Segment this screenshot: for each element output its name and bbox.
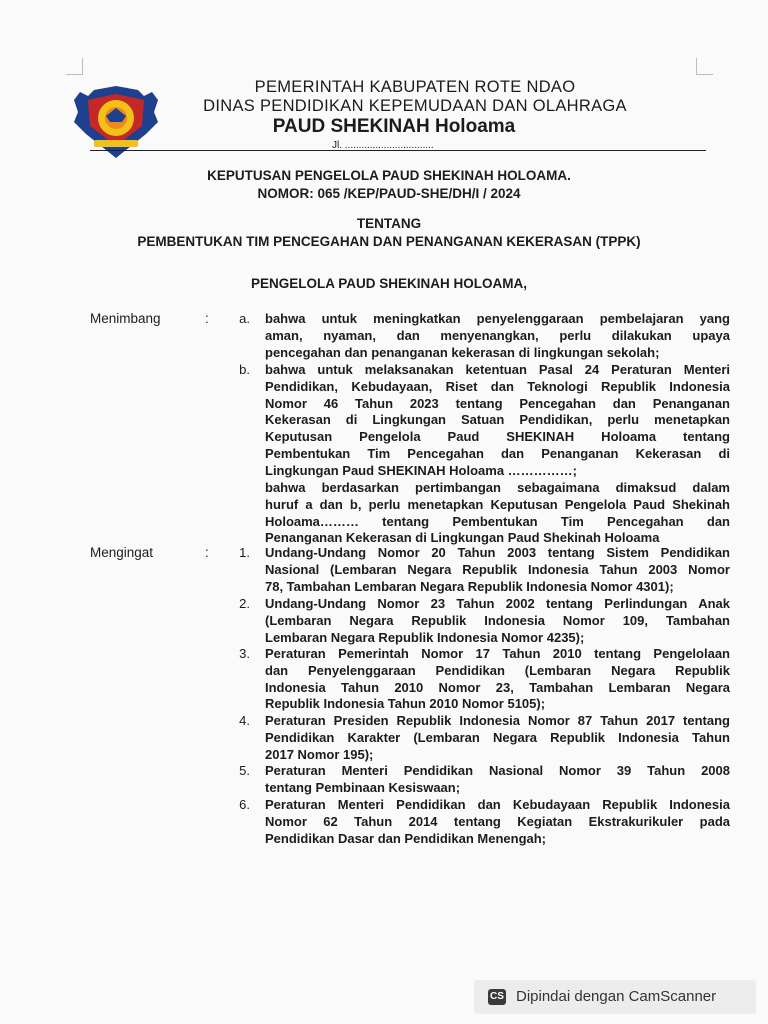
clause-line: 78, Tambahan Lembaran Negara Republik Indonesia Nomor 4301); [265, 578, 674, 594]
clause-line: bahwa untuk melaksanakan ketentuan Pasal 24 Peraturan Menteri [265, 362, 730, 377]
menimbang-clause [232, 311, 730, 361]
clause-text [265, 713, 730, 763]
clause-line: dan Penyelenggaraan Pendidikan (Lembaran Negara Republik [265, 662, 730, 678]
clause-marker: 1. [239, 545, 250, 560]
clause-marker: 4. [239, 713, 250, 728]
crop-mark-top-right [696, 58, 713, 75]
clause-line: Pendidikan, Kebudayaan, Riset dan Teknologi Republik Indonesia [265, 378, 730, 394]
clause-line: bahwa untuk meningkatkan penyelenggaraan pembelajaran yang [265, 311, 730, 326]
mengingat-label: Mengingat [90, 545, 154, 560]
clause-text [265, 362, 730, 480]
clause-line: Lingkungan Paud SHEKINAH Holoama ……………; [265, 462, 578, 478]
clause-line: Keputusan Pengelola Paud SHEKINAH Holoama tentang [265, 429, 730, 445]
clause-line: Lembaran Negara Republik Indonesia Nomor 4235); [265, 629, 585, 645]
clause-text [265, 311, 730, 361]
menimbang-label: Menimbang [90, 311, 161, 326]
mengingat-clause [232, 797, 730, 847]
clause-line: Indonesia Tahun 2010 Nomor 23, Tambahan Lembaran Negara [265, 679, 730, 695]
clause-line: Pendidikan Dasar dan Pendidikan Menengah; [265, 830, 547, 846]
menimbang-clause [232, 480, 730, 547]
clause-line: 2017 Nomor 195); [265, 746, 374, 762]
letterhead-school: PAUD SHEKINAH Holoama [272, 116, 516, 137]
clause-line: Peraturan Presiden Republik Indonesia Nomor 87 Tahun 2017 tentang [265, 713, 730, 728]
mengingat-clause [232, 545, 730, 595]
clause-line: (Lembaran Negara Republik Indonesia Nomor 109, Tambahan [265, 612, 730, 628]
clause-line: aman, nyaman, dan menyenangkan, perlu dilakukan upaya [265, 327, 730, 343]
clause-line: Nasional (Lembaran Negara Republik Indonesia Tahun 2003 Nomor [265, 561, 730, 577]
clause-line: Nomor 62 Tahun 2014 tentang Kegiatan Ekstrakurikuler pada [265, 813, 730, 829]
clause-line: pencegahan dan penanganan kekerasan di lingkungan sekolah; [265, 344, 660, 360]
clause-line: Peraturan Menteri Pendidikan dan Kebudayaan Republik Indonesia [265, 797, 730, 812]
clause-marker: 5. [239, 763, 250, 778]
clause-text [265, 480, 730, 547]
tentang-heading: TENTANG [356, 216, 422, 231]
clause-text [265, 646, 730, 713]
clause-text [265, 545, 730, 595]
clause-line: tentang Pembinaan Kesiswaan; [265, 779, 461, 795]
clause-line: huruf a dan b, perlu menetapkan Keputusan Pengelola Paud Shekinah [265, 496, 730, 512]
camscanner-icon: CS [488, 989, 506, 1005]
clause-line: Undang-Undang Nomor 20 Tahun 2003 tentang Sistem Pendidikan [265, 545, 730, 560]
mengingat-colon: : [205, 545, 209, 560]
mengingat-clause [232, 596, 730, 646]
clause-marker: a. [239, 311, 250, 326]
crop-mark-top-left [66, 58, 83, 75]
letterhead-rule [90, 150, 706, 151]
clause-line: Penanganan Kekerasan di Lingkungan Paud Shekinah Holoama [265, 530, 660, 546]
clause-line: Peraturan Menteri Pendidikan Nasional Nomor 39 Tahun 2008 [265, 763, 730, 778]
clause-line: Kekerasan di Lingkungan Satuan Pendidikan, perlu menetapkan [265, 412, 730, 428]
clause-marker: 2. [239, 596, 250, 611]
camscanner-text: Dipindai dengan CamScanner [516, 988, 717, 1005]
clause-line: Peraturan Pemerintah Nomor 17 Tahun 2010 tentang Pengelolaan [265, 646, 730, 661]
clause-text [265, 763, 730, 797]
decree-subject: PEMBENTUKAN TIM PENCEGAHAN DAN PENANGANAN KEKERASAN (TPPK) [137, 234, 641, 249]
clause-line: Pendidikan Karakter (Lembaran Negara Republik Indonesia Tahun [265, 729, 730, 745]
clause-line: Undang-Undang Nomor 23 Tahun 2002 tentang Perlindungan Anak [265, 596, 730, 611]
menimbang-colon: : [205, 311, 209, 326]
mengingat-clause [232, 646, 730, 713]
letterhead-government: PEMERINTAH KABUPATEN ROTE NDAO [254, 78, 576, 96]
clause-line: Nomor 46 Tahun 2023 tentang Pencegahan dan Penanganan [265, 395, 730, 411]
decree-issuer: PENGELOLA PAUD SHEKINAH HOLOAMA, [250, 276, 527, 291]
clause-text [265, 596, 730, 646]
clause-marker: 6. [239, 797, 250, 812]
clause-line: Holoama……… tentang Pembentukan Tim Pencegahan dan [265, 513, 730, 529]
mengingat-clause [232, 763, 730, 797]
clause-line: Pembentukan Tim Pencegahan dan Penanganan Kekerasan di [265, 445, 730, 461]
decree-title: KEPUTUSAN PENGELOLA PAUD SHEKINAH HOLOAMA. [207, 168, 571, 183]
clause-marker: b. [239, 362, 250, 377]
decree-number: NOMOR: 065 /KEP/PAUD-SHE/DH/I / 2024 [257, 186, 521, 201]
menimbang-clause [232, 362, 730, 480]
clause-marker: 3. [239, 646, 250, 661]
clause-text [265, 797, 730, 847]
mengingat-clause [232, 713, 730, 763]
clause-line: Republik Indonesia Tahun 2010 Nomor 5105); [265, 696, 546, 712]
letterhead-department: DINAS PENDIDIKAN KEPEMUDAAN DAN OLAHRAGA [203, 97, 627, 115]
clause-line: bahwa berdasarkan pertimbangan sebagaimana dimaksud dalam [265, 480, 730, 495]
camscanner-badge [474, 980, 756, 1014]
letterhead-address: Jl. ................................ [332, 140, 434, 151]
